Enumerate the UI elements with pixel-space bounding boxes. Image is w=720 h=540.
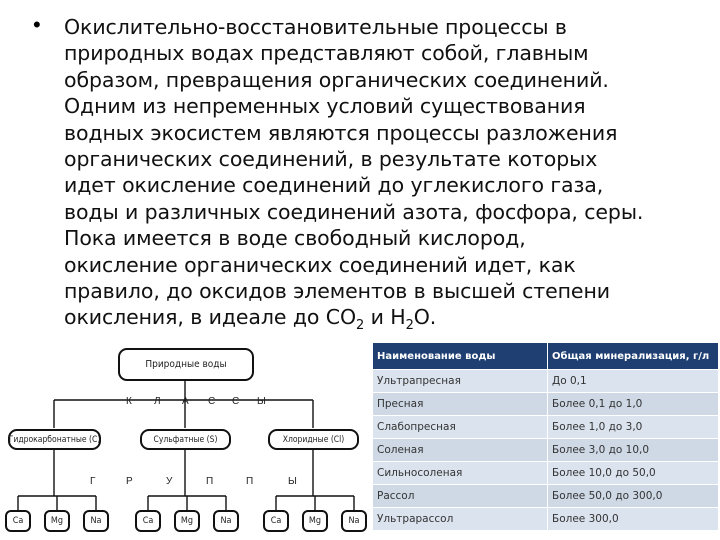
leaf-mg: Mg	[44, 510, 70, 532]
paragraph-line: правило, до оксидов элементов в высшей степени	[64, 279, 610, 304]
classes-letter: Л	[154, 396, 161, 407]
classes-letter: С	[208, 396, 216, 407]
table-row	[373, 370, 719, 393]
root-node: Природные воды	[118, 348, 254, 381]
cell-water-name: Слабопресная	[373, 416, 548, 439]
table-row	[373, 485, 719, 508]
groups-letter: П	[246, 476, 254, 487]
subscript-co2: 2	[356, 318, 365, 334]
groups-letter: Р	[126, 476, 133, 487]
paragraph-line: идет окисление соединений до углекислого газа,	[64, 173, 604, 198]
subscript-h2o: 2	[405, 318, 414, 334]
paragraph-line: Одним из непременных условий существования	[64, 94, 586, 119]
paragraph-line: Пока имеется в воде свободный кислород,	[64, 226, 526, 251]
paragraph-line: водных экосистем являются процессы разложения	[64, 120, 618, 145]
table-row	[373, 416, 719, 439]
paragraph-line: окисление органических соединений идет, как	[64, 252, 576, 277]
cell-mineralization: Более 0,1 до 1,0	[548, 393, 719, 416]
paragraph-line: образом, превращения органических соединений.	[64, 67, 609, 92]
class-node-bicarbonate: Гидрокарбонатные (С)	[8, 429, 101, 450]
table-row	[373, 393, 719, 416]
bullet-point: •	[33, 12, 41, 37]
paragraph-line: органических соединений, в результате которых	[64, 147, 598, 172]
leaf-ca: Ca	[5, 510, 31, 532]
leaf-mg: Mg	[174, 510, 200, 532]
classes-letter: С	[232, 396, 240, 407]
table-header-row	[373, 343, 719, 370]
class-node-sulfate: Сульфатные (S)	[140, 429, 231, 450]
cell-mineralization: Более 10,0 до 50,0	[548, 462, 719, 485]
groups-letter: Ы	[288, 476, 297, 487]
mineralization-table	[372, 342, 719, 531]
column-header-mineralization: Общая минерализация, г/л	[548, 343, 719, 370]
paragraph-line: природных водах представляют собой, главным	[64, 41, 589, 66]
groups-letter: П	[206, 476, 214, 487]
groups-letter: Г	[90, 476, 96, 487]
last-line-text-a: окисления, в идеале до СО	[64, 305, 357, 330]
leaf-ca: Ca	[263, 510, 289, 532]
last-line-text-c: О.	[413, 305, 437, 330]
table-row	[373, 462, 719, 485]
leaf-na: Na	[341, 510, 367, 532]
column-header-water-name: Наименование воды	[373, 343, 548, 370]
classes-letter: Ы	[257, 396, 266, 407]
groups-letter: У	[166, 476, 173, 487]
last-line-text-b: и Н	[364, 305, 406, 330]
water-classification-diagram	[0, 338, 372, 540]
paragraph-last-line	[64, 304, 704, 339]
classes-letter: А	[182, 396, 189, 407]
cell-water-name: Пресная	[373, 393, 548, 416]
paragraph-line: воды и различных соединений азота, фосфора, серы.	[64, 199, 644, 224]
cell-mineralization: До 0,1	[548, 370, 719, 393]
classes-letter: К	[126, 396, 132, 407]
leaf-na: Na	[213, 510, 239, 532]
cell-water-name: Сильносоленая	[373, 462, 548, 485]
leaf-mg: Mg	[302, 510, 328, 532]
cell-mineralization: Более 1,0 до 3,0	[548, 416, 719, 439]
cell-water-name: Рассол	[373, 485, 548, 508]
cell-water-name: Ультрапресная	[373, 370, 548, 393]
leaf-ca: Ca	[135, 510, 161, 532]
table-row	[373, 508, 719, 531]
leaf-na: Na	[83, 510, 109, 532]
table-row	[373, 439, 719, 462]
cell-water-name: Ультрарассол	[373, 508, 548, 531]
class-node-chloride: Хлоридные (Cl)	[268, 429, 359, 450]
cell-mineralization: Более 3,0 до 10,0	[548, 439, 719, 462]
cell-mineralization: Более 50,0 до 300,0	[548, 485, 719, 508]
cell-water-name: Соленая	[373, 439, 548, 462]
paragraph	[64, 14, 704, 340]
cell-mineralization: Более 300,0	[548, 508, 719, 531]
paragraph-line: Окислительно-восстановительные процессы в	[64, 15, 567, 39]
